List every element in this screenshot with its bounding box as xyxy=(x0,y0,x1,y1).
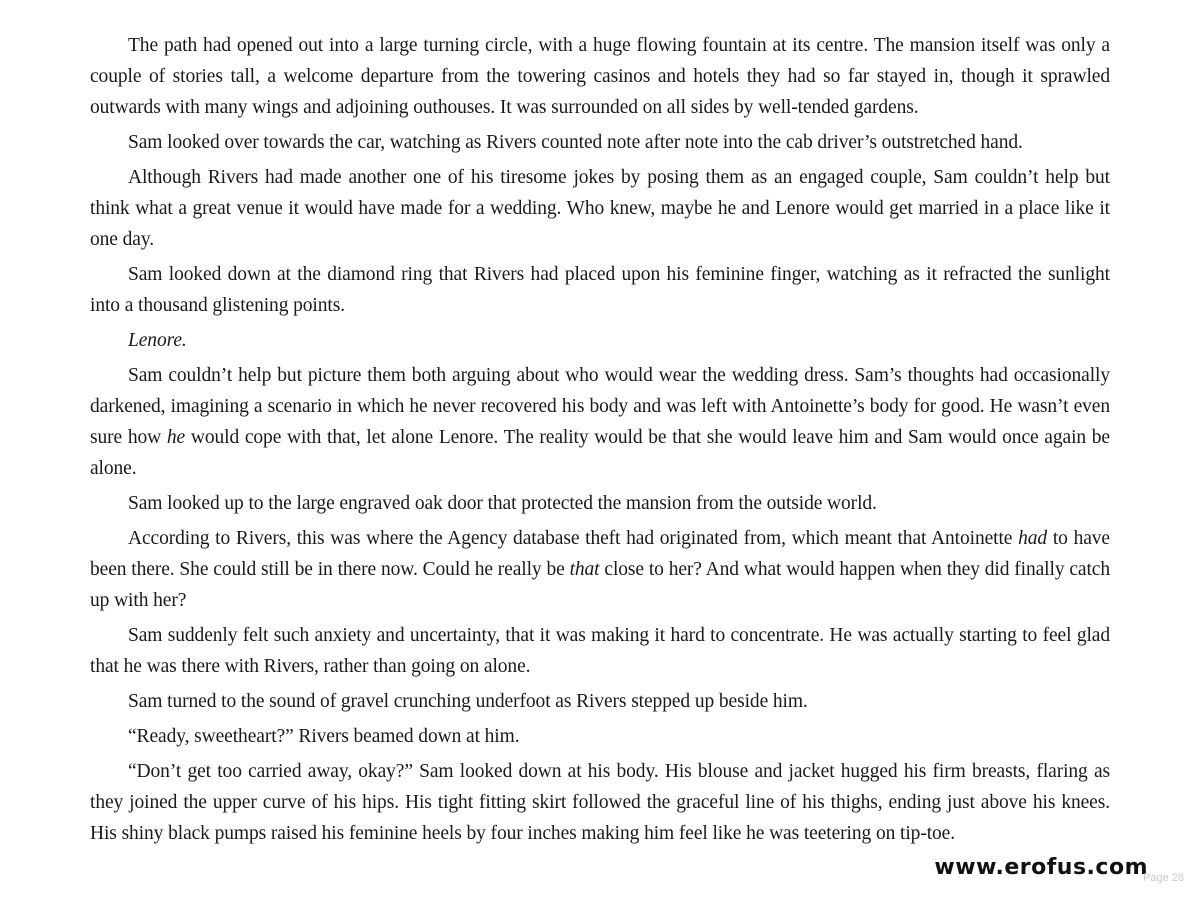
paragraph xyxy=(90,30,1110,123)
page-number: Page 28 xyxy=(1143,872,1184,884)
text-run: Although Rivers had made another one of his tiresome jokes by posing them as an engaged couple, Sam couldn’t help but think what a great venue it would have made for a wedding. Who knew, maybe he and Lenore would get married in a place like it one day. xyxy=(90,167,1110,250)
text-run: Sam looked down at the diamond ring that Rivers had placed upon his feminine finger, watching as it refracted the sunlight into a thousand glistening points. xyxy=(90,264,1110,316)
italic-text: Lenore. xyxy=(128,330,187,351)
paragraph xyxy=(90,488,1110,519)
text-run: Sam couldn’t help but picture them both arguing about who would wear the wedding dress. Sam’s thoughts had occasionally darkened, imagining a scenario in which he never recovered his body and was left with Antoinette’s body for good. He wasn’t even sure how xyxy=(90,365,1110,448)
paragraph xyxy=(90,721,1110,752)
italic-text: had xyxy=(1018,528,1048,549)
paragraph xyxy=(90,127,1110,158)
text-run: Sam turned to the sound of gravel crunching underfoot as Rivers stepped up beside him. xyxy=(128,691,808,712)
text-run: Sam suddenly felt such anxiety and uncertainty, that it was making it hard to concentrate. He was actually starting to feel glad that he was there with Rivers, rather than going on alone. xyxy=(90,625,1110,677)
paragraph xyxy=(90,259,1110,321)
text-run: “Ready, sweetheart?” Rivers beamed down at him. xyxy=(128,726,520,747)
text-run: The path had opened out into a large turning circle, with a huge flowing fountain at its centre. The mansion itself was only a couple of stories tall, a welcome departure from the towering casinos and hotels they had so far stayed in, though it sprawled outwards with many wings and adjoining outhouses. It was surrounded on all sides by well-tended gardens. xyxy=(90,35,1110,118)
document-body xyxy=(90,30,1110,853)
text-run: “Don’t get too carried away, okay?” Sam looked down at his body. His blouse and jacket hugged his firm breasts, flaring as they joined the upper curve of his hips. His tight fitting skirt followed the graceful line of his thighs, ending just above his knees. His shiny black pumps raised his feminine heels by four inches making him feel like he was teetering on tip-toe. xyxy=(90,761,1110,844)
paragraph xyxy=(90,325,1110,356)
text-run: According to Rivers, this was where the Agency database theft had originated from, which meant that Antoinette xyxy=(128,528,1019,549)
watermark-text: www.erofus.com xyxy=(934,855,1148,880)
italic-text: that xyxy=(569,559,600,580)
italic-text: he xyxy=(166,427,186,448)
paragraph xyxy=(90,523,1110,616)
paragraph xyxy=(90,686,1110,717)
text-run: close to her? And what would happen when they did finally catch up with her? xyxy=(90,559,1110,611)
paragraph xyxy=(90,162,1110,255)
text-run: to have been there. She could still be in there now. Could he really be xyxy=(90,528,1110,580)
text-run: Sam looked over towards the car, watching as Rivers counted note after note into the cab driver’s outstretched hand. xyxy=(128,132,1023,153)
paragraph xyxy=(90,360,1110,484)
paragraph xyxy=(90,756,1110,849)
text-run: would cope with that, let alone Lenore. The reality would be that she would leave him and Sam would once again be alone. xyxy=(90,427,1110,479)
text-run: Sam looked up to the large engraved oak door that protected the mansion from the outside world. xyxy=(128,493,877,514)
paragraph xyxy=(90,620,1110,682)
